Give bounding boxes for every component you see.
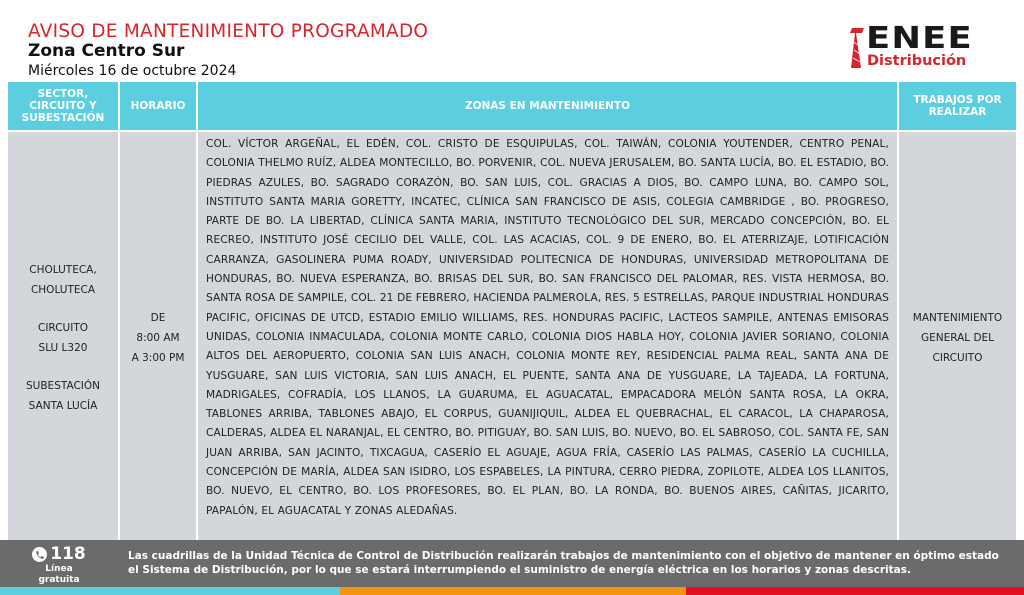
notice-title: AVISO DE MANTENIMIENTO PROGRAMADO (28, 20, 429, 42)
phone-icon (32, 547, 47, 562)
cell-sector: CHOLUTECA, CHOLUTECA CIRCUITO SLU L320 SUBESTACIÓN SANTA LUCÍA (8, 132, 118, 544)
cell-zonas: COL. VÍCTOR ARGEÑAL, EL EDÉN, COL. CRISTO DE ESQUIPULAS, COL. TAIWÁN, COLONIA YOUTENDER, CENTRO PENAL, COLONIA THELMO RUÍZ, ALDEA MONTECILLO, BO. PORVENIR, COL. NUEVA JERUSALEM, BO. SANTA LUCÍA, BO. EL ESTADIO, BO. PIEDRAS AZULES, BO. SAGRADO CORAZÓN, BO. SAN LUIS, COL. GRACIAS A DIOS, BO. CAMPO LUNA, BO. CAMPO SOL, INSTITUTO SANTA MARIA GORETTY, INCATEC, CLÍNICA SAN FRANCISCO DE ASIS, COLEGIA CAMBRIDGE , BO. PROGRESO, PARTE DE BO. LA LIBERTAD, CLÍNICA SANTA MARIA, INSTITUTO TECNOLÓGICO DEL SUR, MERCADO CONCEPCIÓN, BO. EL RECREO, INSTITUTO JOSÉ CECILIO DEL VALLE, COL. LAS ACACIAS, COL. 9 DE ENERO, BO. EL ATERRIZAJE, LOTIFICACIÓN CARRANZA, GASOLINERA PUMA ROADY, UNIVERSIDAD POLITECNICA DE HONDURAS, UNIVERSIDAD METROPOLITANA DE HONDURAS, BO. NUEVA ESPERANZA, BO. BRISAS DEL SUR, BO. SAN FRANCISCO DEL PALOMAR, RES. VISTA HERMOSA, BO. SANTA ROSA DE SAMPILE, COL. 21 DE FEBRERO, HACIENDA PALMEROLA, RES. 5 ESTRELLAS, PARQUE INDUSTRIAL HONDURAS PACIFIC, OFICINAS DE UTCD, ESTADIO EMILIO WILLIAMS, RES. HONDURAS PACIFIC, LACTEOS SAMPILE, ANTENAS EMISORAS UNIDAS, COLONIA INMACULADA, COLONIA MONTE CARLO, COLONIA DIOS HABLA HOY, COLONIA JAVIER SORIANO, COLONIA ALTOS DEL AEROPUERTO, COLONIA SAN LUIS ANACH, COLONIA MONTE REY, RESIDENCIAL PALMA REAL, SANTA ANA DE YUSGUARE, SAN LUIS VICTORIA, SAN LUIS ANACH, EL PUENTE, SANTA ANA DE YUSGUARE, LA TAJEADA, LA FORTUNA, MADRIGALES, COFRADÍA, LOS LLANOS, LA GUARUMA, EL AGUACATAL, EMPACADORA MELÓN SANTA ROSA, LA OKRA, TABLONES ARRIBA, TABLONES ABAJO, EL CORPUS, GUANIJIQUIL, ALDEA EL QUEBRACHAL, EL CARACOL, LA CHAPAROSA, CALDERAS, ALDEA EL NARANJAL, EL CENTRO, BO. PITIGUAY, BO. SAN LUIS, BO. NUEVO, BO. EL SABROSO, COL. SANTA FE, SAN JUAN ARRIBA, SAN JACINTO, TIXCAGUA, CASERÍO EL AGUAJE, AGUA FRÍA, CASERÍO LAS PALMAS, CASERÍO LA CUCHILLA, CONCEPCIÓN DE MARÍA, ALDEA SAN ISIDRO, LOS ESPABELES, LA PINTURA, CERRO PIEDRA, ZOPILOTE, ALDEA LOS LLANITOS, BO. NUEVO, EL CENTRO, BO. LOS PROFESORES, BO. EL PLAN, BO. LA RONDA, BO. BUENOS AIRES, CAÑITAS, JICARITO, PAPALÓN, EL AGUACATAL Y ZONAS ALEDAÑAS. (198, 132, 897, 544)
hotline-number: 118 (50, 544, 86, 564)
logo-subtitle: Distribución (867, 53, 967, 69)
col-header-horario: HORARIO (120, 82, 196, 130)
col-header-zonas: ZONAS EN MANTENIMIENTO (198, 82, 897, 130)
power-tower-icon (850, 28, 864, 68)
footer-bar (0, 540, 1024, 587)
zone-name: Zona Centro Sur (28, 41, 185, 61)
stripe-orange (340, 587, 686, 595)
col-header-trabajos: TRABAJOS POR REALIZAR (899, 82, 1016, 130)
sector-substation: SUBESTACIÓN (26, 380, 100, 392)
table-row (8, 132, 1016, 544)
stripe-red (686, 587, 1024, 595)
maintenance-table (8, 82, 1016, 544)
logo-brand: ENEE (866, 21, 973, 56)
hotline-label: Línea gratuita (38, 564, 80, 585)
col-header-sector: SECTOR, CIRCUITO Y SUBESTACIÓN (8, 82, 118, 130)
enee-logo (850, 21, 995, 72)
footer-message: Las cuadrillas de la Unidad Técnica de Control de Distribución realizarán trabajos de mantenimiento con el objetivo de mantener en óptimo estado el Sistema de Distribución, por lo que se estará interrumpiendo el suministro de energía eléctrica en los horarios y zonas descritas. (128, 550, 999, 576)
hotline (24, 545, 94, 586)
cell-horario: DE 8:00 AM A 3:00 PM (120, 132, 196, 544)
sector-circuit: CIRCUITO (38, 322, 88, 334)
sector-location: CHOLUTECA, (29, 264, 97, 276)
stripe-cyan (0, 587, 340, 595)
table-header (8, 82, 1016, 130)
cell-trabajos: MANTENIMIENTO GENERAL DEL CIRCUITO (899, 132, 1016, 544)
notice-date: Miércoles 16 de octubre 2024 (28, 63, 237, 79)
notice-header (28, 20, 441, 80)
